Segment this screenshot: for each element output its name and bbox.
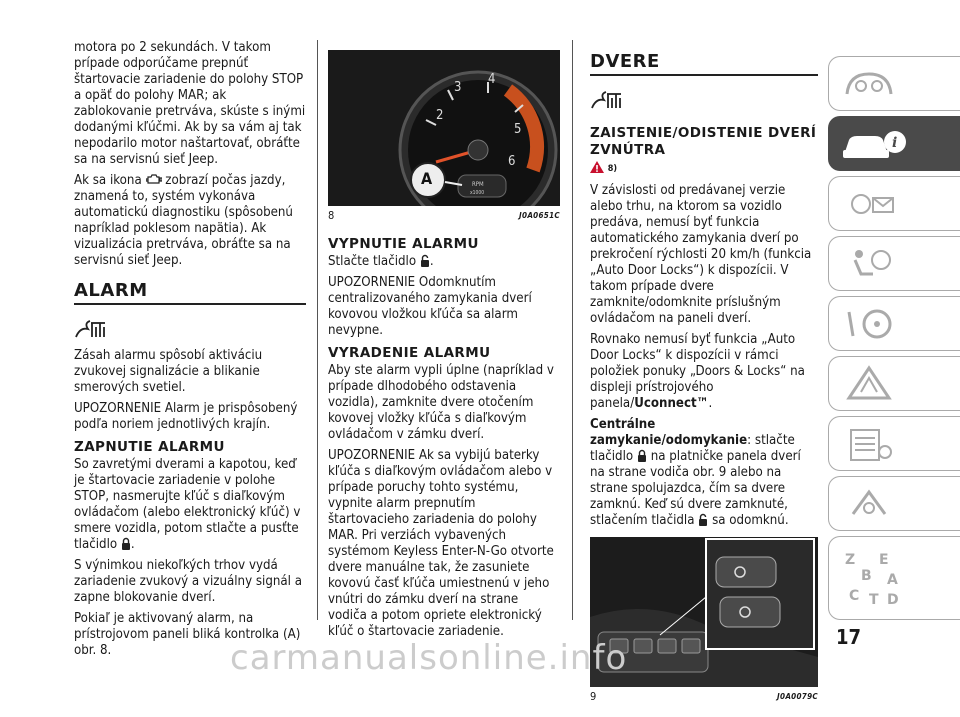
column-right: [590, 40, 818, 717]
figure-code: J0A0651C: [519, 211, 560, 220]
paragraph: UPOZORNENIE Ak sa vybijú baterky kľúča s diaľkovým ovládačom alebo v prípade poruchy tohto systému, vypnite alarm prepnutím štartovacieho zariadenia do polohy MAR. Pri verziách vybavených systémom Keyless Enter-N-Go otvorte dvere manuálne tak, že zasuniete kovovú časť kľúča umiestnenú v jeho vnútri do zámku dverí na strane vodiča a potom opriete elektronický kľúč o štartovacie zariadenie.: [328, 448, 554, 639]
watermark: carmanualsonline.info: [230, 638, 628, 678]
svg-text:D: D: [887, 592, 899, 608]
engine-diagnostic-icon: [146, 173, 162, 186]
tab-emergency[interactable]: [828, 356, 960, 411]
svg-text:T: T: [869, 592, 879, 608]
tab-maintenance[interactable]: [828, 416, 960, 471]
paragraph: UPOZORNENIE Alarm je prispôsobený podľa noriem jednotlivých krajín.: [74, 401, 298, 432]
car-info-icon: [839, 124, 909, 164]
paragraph: Zásah alarmu spôsobí aktiváciu zvukovej signalizácie a blikanie smerových svetiel.: [74, 348, 263, 395]
paragraph: motora po 2 sekundách. V takom prípade odporúčame prepnúť štartovacie zariadenie do polohy STOP a opäť do polohy MAR; ak zablokovanie pretrváva, skúste s inými dodanými kľúčmi. Ak by sa vám aj tak nepodarilo motor naštartovať, obráťte sa na servisnú sieť Jeep.: [74, 40, 306, 167]
text: .: [708, 396, 713, 412]
unlock-icon: [420, 254, 430, 267]
svg-text:i: i: [892, 135, 898, 151]
figure-8-instrument-cluster: [328, 50, 560, 206]
alphabet-index-icon: [839, 544, 909, 614]
environment-symbol-icon: [590, 90, 624, 110]
subheading-zapnutie: ZAPNUTIE ALARMU: [74, 439, 225, 455]
tab-vehicle-info[interactable]: [828, 116, 960, 171]
column-middle: [328, 50, 560, 645]
multimedia-icon: [839, 484, 899, 524]
paragraph: [74, 457, 306, 553]
lock-icon: [121, 537, 131, 550]
paragraph: V závislosti od predávanej verzie alebo trhu, na ktorom sa vozidlo predáva, nemusí byť funkcia automatického zamykania dverí po prekročení rýchlosti 20 km/h (funkcia „Auto Door Locks“) k dispozícii. V takom prípade dvere zamknite/odomknite príslušným ovládačom na paneli dverí.: [590, 183, 812, 327]
column-divider: [317, 40, 318, 620]
text: Stlačte tlačidlo: [328, 254, 417, 269]
airbag-icon: [839, 244, 899, 284]
figure-number: 8: [328, 209, 335, 222]
text: zobrazí počas jazdy, znamená to, systém vykonáva automatickú diagnostiku (spôsobenú napríklad poklesom napätia). Ak vizualizácia pretrváva, obráťte sa na servisnú sieť Jeep.: [74, 173, 293, 268]
unlock-icon: [698, 513, 708, 526]
gauge-tick: 4: [488, 72, 496, 87]
gauge-label: RPM: [472, 181, 484, 188]
lock-icon: [637, 449, 647, 462]
car-dashboard-icon: [839, 64, 899, 104]
warning-triangle-icon: [590, 161, 604, 173]
tab-index[interactable]: [828, 536, 960, 620]
tab-dashboard[interactable]: [828, 56, 960, 111]
paragraph: Pokiaľ je aktivovaný alarm, na prístrojovom paneli bliká kontrolka (A) obr. 8.: [74, 611, 301, 658]
column-left: [74, 40, 306, 664]
tab-lights-messages[interactable]: [828, 176, 960, 231]
text: So zavretými dverami a kapotou, keď je štartovacie zariadenie v polohe STOP, nasmerujte kľúč s diaľkovým ovládačom (alebo elektronický kľúč) v smere vozidla, potom stlačte a pusťte tlačidlo: [74, 457, 301, 552]
figure-caption: [328, 208, 560, 224]
subheading-zaistenie: ZAISTENIE/ODISTENIE DVERÍ ZVNÚTRA: [590, 125, 817, 158]
warning-reference: [590, 161, 818, 181]
figure-code: J0A0079C: [777, 692, 818, 702]
text: : stlačte tlačidlo: [590, 433, 795, 465]
gauge-tick: 2: [436, 108, 444, 123]
tachometer-image: [328, 50, 560, 206]
callout-letter: A: [421, 169, 433, 188]
text: na platničke panela dverí na strane vodiča obr. 9 alebo na strane spolujazdca, čím sa dvere zamknú. Keď sú dvere zamknuté, stlačením tlačidla: [590, 449, 801, 529]
column-divider: [572, 40, 573, 620]
svg-text:A: A: [887, 572, 898, 588]
text: .: [429, 254, 434, 269]
text: sa odomknú.: [712, 513, 789, 529]
bold-term: Centrálne zamykanie/odomykanie: [590, 417, 748, 449]
warning-ref-number: 8): [607, 164, 618, 174]
gauge-tick: 5: [514, 122, 522, 137]
paragraph: [590, 332, 818, 412]
text: .: [130, 537, 135, 552]
section-heading-alarm: ALARM: [74, 283, 306, 305]
svg-text:B: B: [861, 568, 872, 584]
svg-text:C: C: [849, 588, 860, 604]
paragraph: [328, 254, 560, 270]
gauge-tick: 3: [454, 80, 462, 95]
subheading-vyradenie: VYRADENIE ALARMU: [328, 345, 491, 361]
paragraph: [590, 417, 818, 529]
paragraph: Aby ste alarm vypli úplne (napríklad v prípade dlhodobého odstavenia vozidla), zamknite dvere otočením kovovej vložky kľúča s diaľkovým ovládačom v zámku dverí.: [328, 363, 554, 442]
paragraph: [74, 173, 306, 269]
tab-safety[interactable]: [828, 236, 960, 291]
maintenance-list-icon: [839, 424, 899, 464]
gauge-tick: 6: [508, 154, 516, 169]
figure-number: 9: [590, 690, 597, 704]
tab-multimedia[interactable]: [828, 476, 960, 531]
figure-caption: [590, 689, 818, 705]
page-number: 17: [836, 625, 862, 649]
svg-text:E: E: [879, 552, 889, 568]
steering-wheel-icon: [839, 304, 899, 344]
warning-light-icon: [839, 184, 899, 224]
section-heading-dvere: DVERE: [590, 54, 818, 76]
tab-starting-driving[interactable]: [828, 296, 960, 351]
gauge-label: x1000: [470, 190, 485, 196]
emergency-triangle-icon: [839, 364, 899, 404]
environment-symbol-icon: [74, 319, 108, 339]
brand-text: Uconnect™: [634, 396, 709, 412]
text: Ak sa ikona: [74, 173, 142, 188]
paragraph: UPOZORNENIE Odomknutím centralizovaného zamykania dverí kovovou vložkou kľúča sa alarm nevypne.: [328, 275, 532, 338]
svg-text:Z: Z: [845, 552, 856, 568]
subheading-vypnutie: VYPNUTIE ALARMU: [328, 236, 479, 252]
paragraph: S výnimkou niekoľkých trhov vydá zariadenie zvukový a vizuálny signál a zapne blokovanie dverí.: [74, 558, 302, 605]
text: Rovnako nemusí byť funkcia „Auto Door Locks“ k dispozícii v rámci položiek ponuky „Doors & Locks“ na displeji prístrojového panela/: [590, 332, 805, 412]
